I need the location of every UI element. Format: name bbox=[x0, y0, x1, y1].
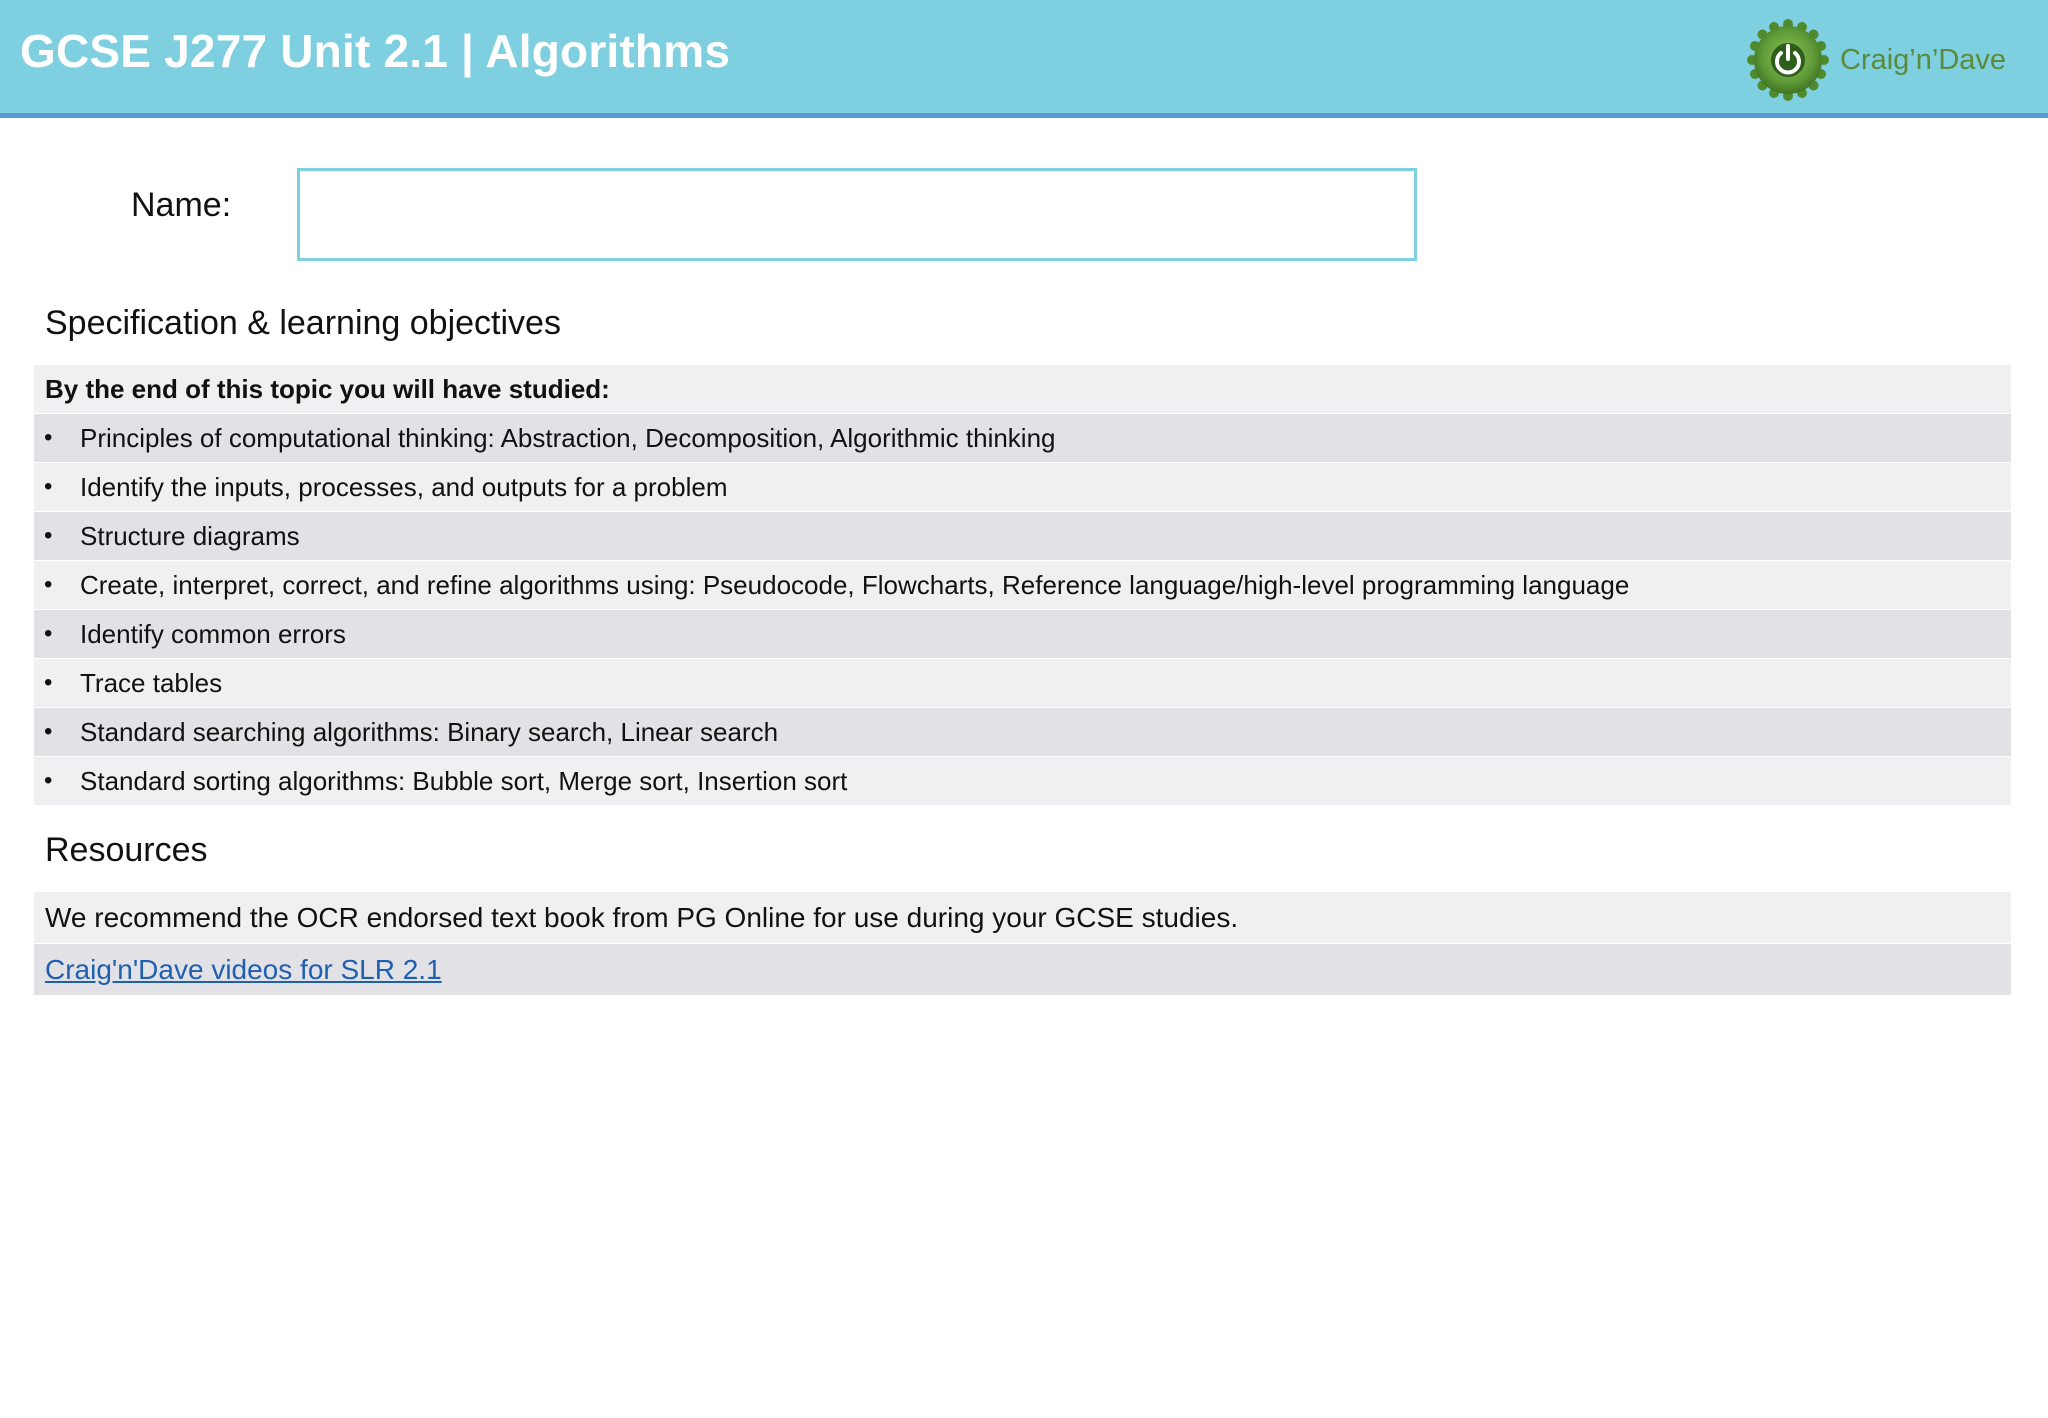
list-item-text: Principles of computational thinking: Abstraction, Decomposition, Algorithmic thinking bbox=[80, 422, 1056, 453]
list-item bbox=[34, 659, 2011, 707]
list-item-text: Trace tables bbox=[80, 667, 223, 698]
list-item bbox=[34, 414, 2011, 462]
bullet-icon: • bbox=[44, 669, 53, 696]
resources-link-row bbox=[34, 944, 2011, 995]
list-item bbox=[34, 610, 2011, 658]
name-label: Name: bbox=[131, 186, 232, 224]
bullet-icon: • bbox=[44, 424, 53, 451]
craig-n-dave-logo bbox=[1746, 18, 2006, 102]
bullet-icon: • bbox=[44, 718, 53, 745]
list-item-text: Standard searching algorithms: Binary search, Linear search bbox=[80, 716, 779, 747]
list-item-text: Structure diagrams bbox=[80, 520, 300, 551]
resources-list bbox=[34, 892, 2011, 996]
list-item-text: Identify the inputs, processes, and outputs for a problem bbox=[80, 471, 728, 502]
name-input[interactable] bbox=[297, 168, 1417, 261]
bullet-icon: • bbox=[44, 571, 53, 598]
list-item-text: Identify common errors bbox=[80, 618, 346, 649]
power-icon bbox=[1746, 18, 1830, 102]
resources-text-row bbox=[34, 892, 2011, 943]
resources-text: We recommend the OCR endorsed text book from PG Online for use during your GCSE studies. bbox=[45, 901, 1239, 933]
list-item bbox=[34, 708, 2011, 756]
objectives-list bbox=[34, 365, 2011, 806]
list-item bbox=[34, 561, 2011, 609]
bullet-icon: • bbox=[44, 522, 53, 549]
objectives-intro bbox=[34, 365, 2011, 413]
resources-heading: Resources bbox=[45, 831, 208, 869]
bullet-icon: • bbox=[44, 473, 53, 500]
objectives-intro-text: By the end of this topic you will have studied: bbox=[45, 373, 610, 404]
logo-text: Craig’n’Dave bbox=[1840, 43, 2007, 76]
slr-videos-link[interactable]: Craig'n'Dave videos for SLR 2.1 bbox=[45, 953, 442, 985]
specification-heading: Specification & learning objectives bbox=[45, 304, 561, 342]
list-item bbox=[34, 463, 2011, 511]
list-item bbox=[34, 757, 2011, 805]
bullet-icon: • bbox=[44, 767, 53, 794]
page-title: GCSE J277 Unit 2.1 | Algorithms bbox=[20, 25, 731, 77]
bullet-icon: • bbox=[44, 620, 53, 647]
list-item-text: Create, interpret, correct, and refine algorithms using: Pseudocode, Flowcharts, Reference language/high-level programming language bbox=[80, 569, 1630, 600]
page-header bbox=[0, 0, 2048, 118]
list-item-text: Standard sorting algorithms: Bubble sort, Merge sort, Insertion sort bbox=[80, 765, 848, 796]
list-item bbox=[34, 512, 2011, 560]
